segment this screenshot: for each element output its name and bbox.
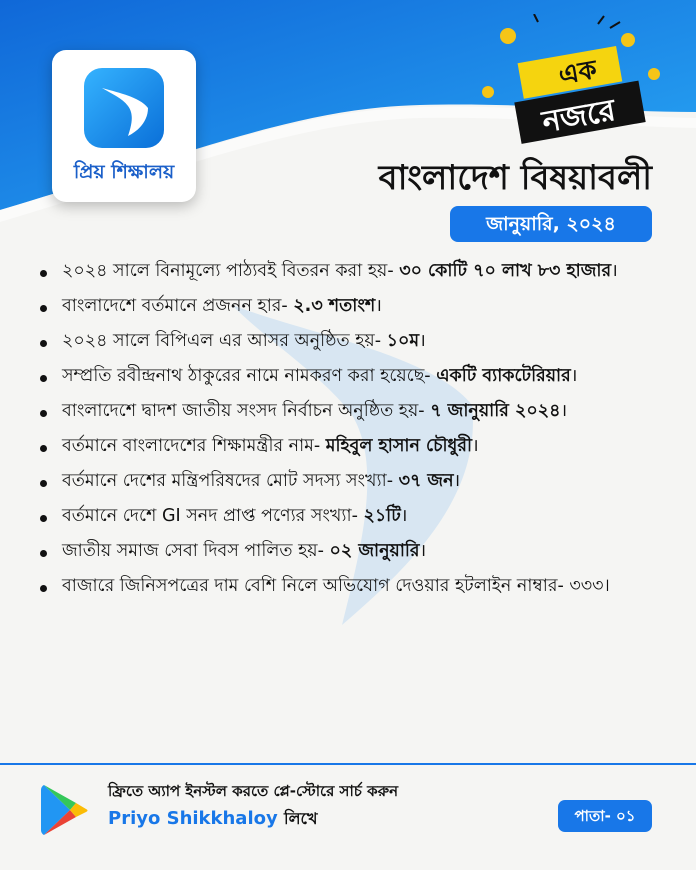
list-item: জাতীয় সমাজ সেবা দিবস পালিত হয়- ০২ জানুয়ারি। [36, 534, 652, 569]
list-item: বর্তমানে বাংলাদেশের শিক্ষামন্ত্রীর নাম- মহিবুল হাসান চৌধুরী। [36, 429, 652, 464]
play-store-icon [40, 783, 90, 837]
list-item: সম্প্রতি রবীন্দ্রনাথ ঠাকুরের নামে নামকরণ করা হয়েছে- একটি ব্যাকটেরিয়ার। [36, 359, 652, 394]
page-number-badge: পাতা- ০১ [558, 800, 652, 832]
footer-divider [0, 763, 696, 765]
logo-text: প্রিয় শিক্ষালয় [73, 161, 175, 183]
footer-suffix: লিখে [284, 809, 318, 828]
list-item: বাজারে জিনিসপত্রের দাম বেশি নিলে অভিযোগ দেওয়ার হটলাইন নাম্বার- ৩৩৩। [36, 569, 652, 604]
page-title: বাংলাদেশ বিষয়াবলী [378, 158, 652, 198]
footer-brand-line [108, 806, 317, 833]
logo-card [52, 50, 196, 202]
footer-brand: Priyo Shikkhaloy [108, 808, 278, 829]
footer-instruction: ফ্রিতে অ্যাপ ইনস্টল করতে প্লে-স্টোরে সার্চ করুন [108, 782, 399, 800]
list-item: বর্তমানে দেশের মন্ত্রিপরিষদের মোট সদস্য সংখ্যা- ৩৭ জন। [36, 464, 652, 499]
badge-line1: এক [556, 54, 600, 92]
list-item: ২০২৪ সালে বিপিএল এর আসর অনুষ্ঠিত হয়- ১০ম। [36, 324, 652, 359]
list-item: বাংলাদেশে দ্বাদশ জাতীয় সংসদ নির্বাচন অনুষ্ঠিত হয়- ৭ জানুয়ারি ২০২৪। [36, 394, 652, 429]
date-badge: জানুয়ারি, ২০২৪ [450, 206, 652, 242]
badge-line2: নজরে [539, 92, 618, 141]
fact-list [36, 254, 652, 604]
list-item: বাংলাদেশে বর্তমানে প্রজনন হার- ২.৩ শতাংশ। [36, 289, 652, 324]
list-item: ২০২৪ সালে বিনামূল্যে পাঠ্যবই বিতরন করা হয়- ৩০ কোটি ৭০ লাখ ৮৩ হাজার। [36, 254, 652, 289]
leaf-logo-icon [84, 68, 164, 148]
list-item: বর্তমানে দেশে GI সনদ প্রাপ্ত পণ্যের সংখ্যা- ২১টি। [36, 499, 652, 534]
